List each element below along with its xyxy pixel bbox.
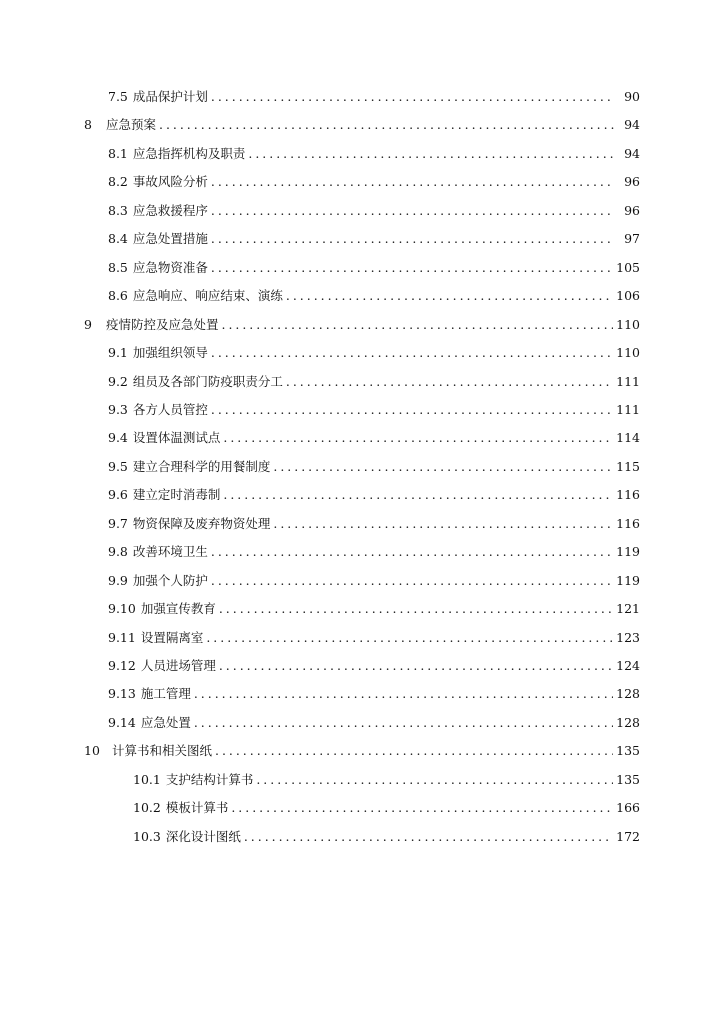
toc-dot-leader — [248, 144, 615, 164]
toc-entry-title: 疫情防控及应急处置 — [106, 316, 219, 332]
toc-entry[interactable] — [133, 827, 640, 847]
toc-entry-title: 人员进场管理 — [140, 658, 216, 673]
toc-dot-leader — [223, 485, 613, 505]
toc-entry-number: 8.3 — [108, 202, 128, 218]
toc-entry[interactable] — [108, 713, 640, 733]
toc-entry-number: 10.2 — [133, 800, 161, 816]
toc-entry-page-number: 135 — [616, 771, 640, 787]
toc-dot-leader — [211, 400, 613, 420]
toc-entry-number: 9.1 — [108, 345, 128, 361]
toc-entry-title: 物资保障及废弃物资处理 — [132, 515, 271, 531]
toc-entry[interactable] — [108, 229, 640, 249]
toc-entry-page-number: 116 — [616, 515, 640, 531]
toc-entry-title: 应急响应、响应结束、演练 — [132, 288, 283, 304]
toc-entry-title: 事故风险分析 — [132, 174, 208, 190]
toc-entry-title: 计算书和相关图纸 — [112, 743, 213, 759]
toc-entry-page-number: 123 — [616, 629, 640, 645]
toc-dot-leader — [231, 798, 613, 818]
toc-entry[interactable] — [108, 628, 640, 648]
toc-dot-leader — [286, 372, 613, 392]
toc-dot-leader — [219, 599, 613, 619]
toc-dot-leader — [211, 87, 615, 107]
toc-entry-number: 9.6 — [108, 487, 128, 503]
toc-entry-title: 建立定时消毒制 — [132, 487, 221, 503]
toc-entry[interactable] — [108, 400, 640, 420]
toc-entry[interactable] — [108, 286, 640, 306]
toc-entry[interactable] — [133, 798, 640, 818]
toc-dot-leader — [211, 571, 613, 591]
toc-entry[interactable] — [108, 485, 640, 505]
toc-entry[interactable] — [108, 258, 640, 278]
toc-entry[interactable] — [108, 201, 640, 221]
toc-entry-number: 8.5 — [108, 259, 128, 275]
toc-entry[interactable] — [108, 656, 640, 676]
toc-entry-page-number: 110 — [616, 345, 640, 361]
toc-entry-number: 9.5 — [108, 458, 128, 474]
toc-entry[interactable] — [84, 315, 640, 335]
toc-entry-number: 9.8 — [108, 544, 128, 560]
toc-entry-number: 9.12 — [108, 658, 136, 673]
toc-dot-leader — [273, 457, 613, 477]
toc-entry-number: 9.13 — [108, 686, 136, 702]
toc-dot-leader — [223, 428, 613, 448]
toc-entry-number: 9.11 — [108, 629, 136, 645]
toc-entry[interactable] — [108, 457, 640, 477]
toc-entry-title: 组员及各部门防疫职责分工 — [132, 373, 283, 389]
toc-entry-page-number: 94 — [624, 145, 640, 161]
toc-entry-number: 10.3 — [133, 828, 161, 844]
toc-entry[interactable] — [108, 428, 640, 448]
toc-entry-page-number: 111 — [616, 401, 640, 417]
toc-entry-number: 8.1 — [108, 145, 128, 161]
toc-entry-number: 7.5 — [108, 89, 128, 104]
toc-dot-leader — [219, 656, 613, 676]
toc-entry-page-number: 121 — [616, 601, 640, 617]
toc-dot-leader — [215, 741, 613, 761]
toc-entry-title: 模板计算书 — [165, 800, 229, 816]
toc-entry-page-number: 116 — [616, 487, 640, 503]
toc-entry-page-number: 96 — [624, 174, 640, 190]
toc-dot-leader — [211, 229, 615, 249]
toc-entry-page-number: 135 — [616, 743, 640, 759]
toc-entry-page-number: 90 — [624, 89, 640, 104]
toc-dot-leader — [222, 315, 614, 335]
toc-entry[interactable] — [84, 741, 640, 761]
toc-entry-number: 9.3 — [108, 401, 128, 417]
toc-dot-leader — [244, 827, 613, 847]
toc-entry-number: 9.7 — [108, 515, 128, 531]
toc-entry[interactable] — [108, 87, 640, 107]
toc-entry-number: 9.4 — [108, 430, 128, 446]
toc-entry-page-number: 114 — [616, 430, 640, 446]
toc-entry-title: 改善环境卫生 — [132, 544, 208, 560]
toc-entry-page-number: 105 — [616, 259, 640, 275]
toc-entry[interactable] — [108, 172, 640, 192]
toc-entry-number: 8.6 — [108, 288, 128, 304]
toc-entry-title: 应急预案 — [106, 117, 157, 133]
toc-dot-leader — [273, 514, 613, 534]
toc-entry-title: 成品保护计划 — [132, 89, 208, 104]
toc-entry-title: 深化设计图纸 — [165, 828, 241, 844]
toc-entry-title: 设置隔离室 — [140, 629, 204, 645]
toc-entry-page-number: 119 — [616, 544, 640, 560]
toc-entry-number: 9.2 — [108, 373, 128, 389]
toc-entry-number: 8.4 — [108, 231, 128, 247]
toc-entry[interactable] — [108, 684, 640, 704]
toc-entry[interactable] — [108, 514, 640, 534]
toc-entry-number: 9.14 — [108, 714, 136, 730]
toc-entry-page-number: 119 — [616, 572, 640, 588]
toc-entry-title: 各方人员管控 — [132, 401, 208, 417]
toc-entry[interactable] — [108, 571, 640, 591]
toc-entry[interactable] — [133, 770, 640, 790]
toc-entry-page-number: 96 — [624, 202, 640, 218]
toc-entry-title: 设置体温测试点 — [132, 430, 221, 446]
toc-entry-page-number: 111 — [616, 373, 640, 389]
toc-entry-title: 加强宣传教育 — [140, 601, 216, 617]
toc-dot-leader — [286, 286, 613, 306]
toc-entry-title: 应急物资准备 — [132, 259, 208, 275]
toc-entry-page-number: 115 — [616, 458, 640, 474]
toc-entry-title: 应急处置 — [140, 714, 191, 730]
toc-entry-page-number: 97 — [624, 231, 640, 247]
toc-entry-number: 10 — [84, 743, 100, 759]
toc-entry-number: 9.10 — [108, 601, 136, 617]
toc-dot-leader — [206, 628, 613, 648]
toc-dot-leader — [211, 172, 615, 192]
toc-entry-title: 加强组织领导 — [132, 345, 208, 361]
toc-dot-leader — [211, 258, 613, 278]
toc-dot-leader — [159, 115, 615, 135]
toc-dot-leader — [256, 770, 613, 790]
toc-entry[interactable] — [108, 144, 640, 164]
toc-dot-leader — [194, 684, 613, 704]
toc-entry-title: 应急指挥机构及职责 — [132, 145, 246, 161]
toc-entry-number: 9 — [84, 316, 92, 332]
toc-entry-title: 施工管理 — [140, 686, 191, 702]
toc-entry-page-number: 124 — [616, 658, 640, 673]
toc-entry-number: 8 — [84, 117, 92, 133]
toc-entry-page-number: 94 — [624, 117, 640, 133]
toc-entry[interactable] — [108, 599, 640, 619]
toc-dot-leader — [211, 542, 613, 562]
toc-entry-number: 10.1 — [133, 771, 161, 787]
toc-entry-title: 支护结构计算书 — [165, 771, 254, 787]
toc-entry-page-number: 106 — [616, 288, 640, 304]
toc-entry-number: 8.2 — [108, 174, 128, 190]
toc-dot-leader — [211, 343, 613, 363]
toc-entry[interactable] — [84, 115, 640, 135]
toc-entry-page-number: 128 — [616, 714, 640, 730]
toc-entry-title: 应急救援程序 — [132, 202, 208, 218]
toc-entry[interactable] — [108, 372, 640, 392]
toc-entry-page-number: 110 — [616, 316, 640, 332]
toc-entry-number: 9.9 — [108, 572, 128, 588]
toc-entry-title: 加强个人防护 — [132, 572, 208, 588]
toc-entry-title: 应急处置措施 — [132, 231, 208, 247]
toc-entry-page-number: 172 — [616, 828, 640, 844]
toc-dot-leader — [194, 713, 613, 733]
toc-entry-title: 建立合理科学的用餐制度 — [132, 458, 271, 474]
toc-entry[interactable] — [108, 343, 640, 363]
toc-entry-page-number: 166 — [616, 800, 640, 816]
toc-entry[interactable] — [108, 542, 640, 562]
toc-dot-leader — [211, 201, 615, 221]
toc-entry-page-number: 128 — [616, 686, 640, 702]
